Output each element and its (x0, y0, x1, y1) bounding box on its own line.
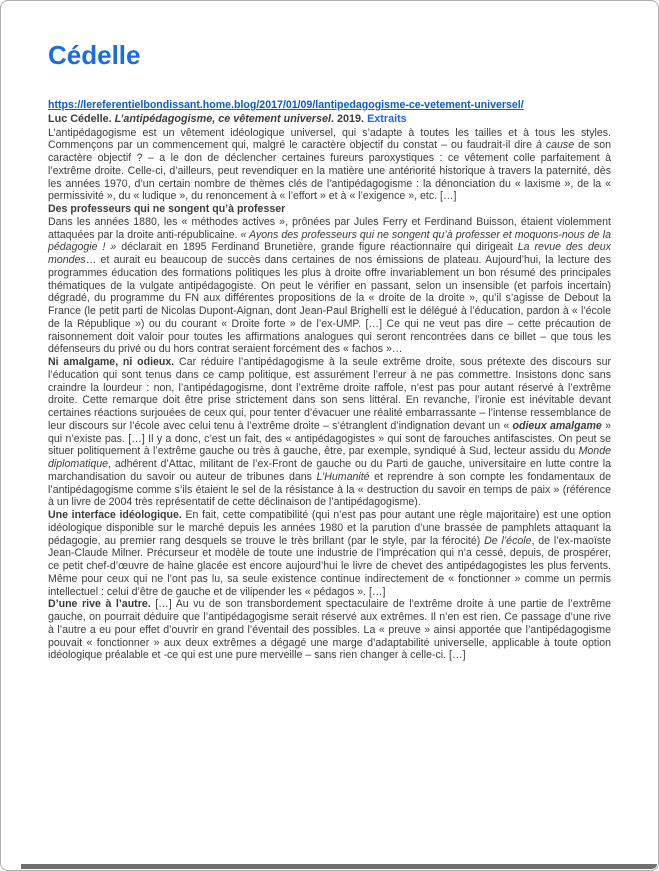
text-run: … et aurait eu beaucoup de succès dans certaines de nos émissions de plateau. Aujourd’hui, la lecture des programmes éducation des formations politiques les plus à droite offre invariablement un bon résumé des principales thématiques de la vulgate antipédagogiste. On peut le vérifier en passant, selon un insensible (et parfois incertain) dégradé, du programme du FN aux différentes propositions de la « droite de la droite », qu’il s’agisse de Debout la France (le petit parti de Nicolas Dupont-Aignan, dont Jean-Paul Brighelli est le délégué à l’éducation, pardon à « l’école de la République ») ou du courant « Droite forte » de l’ex-UMP. […] Ce qui ne veut pas dire – cette précaution de raisonnement doit valoir pour toutes les affirmations analogues qui seront rencontrées dans ce billet – que tous les défenseurs du privé ou du hors contrat seraient forcément des « fachos »… (48, 254, 614, 356)
text-run: à cause (535, 139, 575, 152)
text-run: De l’école (484, 534, 532, 547)
body-paragraph (48, 126, 614, 204)
text-run: Une interface idéologique. (48, 509, 182, 521)
window-edge-bar (21, 864, 657, 869)
text-run: La revue des deux mondes (48, 241, 614, 266)
page-title: Cédelle (48, 40, 141, 70)
text-run: Ni amalgame, ni odieux. (48, 356, 175, 368)
source-citation-block (48, 95, 611, 127)
source-url-link[interactable]: https://lereferentielbondissant.home.blog/2017/01/09/lantipedagogisme-ce-vetement-universel/ (48, 99, 524, 111)
text-run: L’antipédagogisme, ce vêtement universel (114, 113, 332, 125)
text-run: Des professeurs qui ne songent qu’à professer (48, 203, 286, 215)
text-run: Dans les années 1880, les « méthodes actives », prônées par Jules Ferry et Ferdinand Buisson, étaient violemment attaquées par la droite anti-républicaine. (48, 215, 614, 241)
text-run: et reprendre à son compte les fondamentaux de l’antipédagogisme comme s’ils étaient le sel de la résistance à la « destruction du savoir en temps de paix » (référence à un livre de 2004 très représentatif de cette déclinaison de l’antipédagogisme). (48, 470, 614, 509)
body-paragraph (48, 598, 614, 662)
text-run: L’Humanité (316, 470, 370, 483)
article-body (48, 126, 614, 663)
text-run: odieux amalgame (512, 419, 602, 432)
text-run: D’une rive à l’autre. (48, 598, 151, 611)
body-paragraph (48, 356, 614, 509)
text-run: » qui n’existe pas. […] Il y a donc, c’est un fait, des « antipédagogistes » qui sont de farouches antifascistes. On peut se situer politiquement à l’extrême gauche ou très à gauche, être, par exemple, syndiqué à Sud, lecteur assidu du (48, 419, 614, 458)
text-run: , adhérent d’Attac, militant de l’ex-Front de gauche ou du Parti de gauche, universitaire en lutte contre la marchandisation du savoir ou auteur de tribunes dans (48, 458, 614, 483)
text-run: […] Au vu de son transbordement spectaculaire de l’extrême droite à une partie de l’extrême gauche, on pourrait déduire que l’antipédagogisme serait réservé aux extrêmes. Il n’en est rien. Ce passage d’une rive à l’autre a eu pour effet d’ouvrir en grand l’éventail des possibles. La « preuve » ainsi apportée que l’antipédagogisme pouvait « fonctionner » aux deux extrêmes a dégagé une marge d’adaptabilité universelle, applicable à toute option idéologique préalable et -ce qui est une pure merveille – sans rien changer à celle-ci. […] (48, 598, 614, 662)
text-run: Car réduire l’antipédagogisme à la seule extrême droite, sous prétexte des discours sur l’éducation qui sont tenus dans ce camp politique, est assurément l’erreur à ne pas commettre. Insistons donc sans craindre la lourdeur : non, l’antipédagogisme, dont l’extrême droite raffole, n’est pas pour autant réservé à l’extrême droite. Cette remarque doit être prise strictement dans son sens littéral. En revanche, l’ironie est inévitable devant certaines réactions surjouées de ceux qui, pour tenter d’évacuer une réalité embarrassante – l’intense ressemblance de leur discours sur l’école avec celui tenu à l’extrême droite – s’étranglent d’indignation devant un « (48, 356, 614, 432)
text-run: « Ayons des professeurs qui ne songent qu’à professer et moquons-nous de la pédagogie ! » (48, 228, 614, 254)
body-paragraph (48, 215, 614, 356)
citation-line (48, 113, 611, 127)
body-paragraph (48, 509, 614, 598)
section-heading (48, 203, 611, 216)
text-run: Monde diplomatique (48, 445, 614, 470)
text-run: déclarait en 1895 Ferdinand Brunetière, grande figure réactionnaire qui dirigeait (116, 241, 518, 254)
text-run: 2019. (337, 113, 368, 125)
text-run: En fait, cette compatibilité (qui n’est pas pour autant une règle majoritaire) est une option idéologique disponible sur le marché depuis les années 1980 et la parution d’une brassée de pamphlets attaquant la pédagogie, au premier rang desquels se trouve le très brillant (par le style, par la férocité) (48, 509, 614, 547)
text-run: . (331, 113, 338, 125)
text-run: , de l’ex-maoïste Jean-Claude Milner. Précurseur et modèle de toute une industrie de l’imprécation qui n’a cessé, depuis, de prospérer, ce petit chef-d’œuvre de haine glacée est encore aujourd’hui le livre de chevet des antipédagogistes les plus fervents. Même pour ceux qui ne l’ont pas lu, sa seule existence continue indirectement de « fonctionner » comme un permis intellectuel : celui d’être de gauche et de vilipender les « pédagos ». […] (48, 534, 614, 598)
text-run: L’antipédagogisme est un vêtement idéologique universel, qui s’adapte à toutes les tailles et à tous les styles. Commençons par un commencement qui, malgré le caractère objectif du constat – ou faudrait-il dire (48, 126, 614, 152)
text-run: de son caractère objectif ? – a le don de déclencher certaines fureurs paroxystiques : ce vêtement colle parfaitement à l’extrême droite. Celle-ci, d’ailleurs, peut revendiquer en la matière une antériorité historique à travers la paternité, dès les années 1970, d’un certain nombre de thèmes clés de l’antipédagogisme : la dénonciation du « laxisme », de la « permissivité », du « ludique », du renoncement à « l’effort » et à « l’exigence », etc. […] (48, 139, 614, 203)
extraits-link[interactable]: Extraits (367, 113, 407, 125)
text-run: Luc Cédelle. (48, 113, 115, 125)
